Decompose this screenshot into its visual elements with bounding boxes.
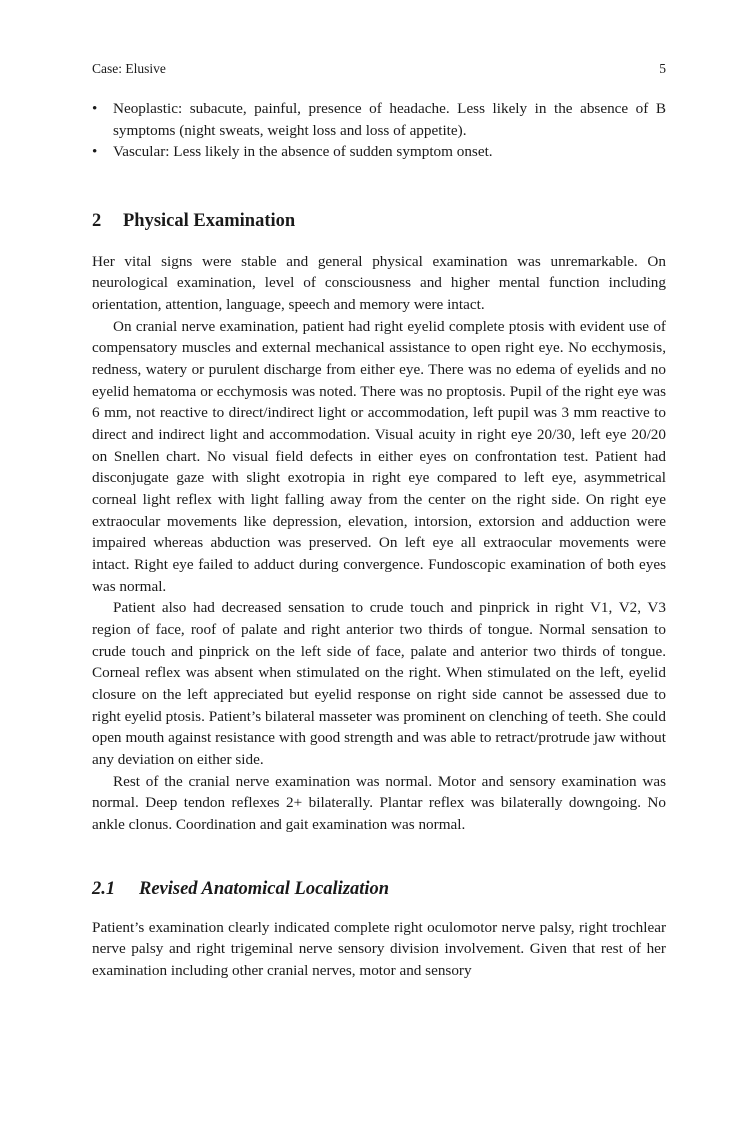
running-head-title: Case: Elusive	[92, 61, 166, 76]
paragraph: On cranial nerve examination, patient had right eyelid complete ptosis with evident use of compensatory muscles and external mechanical assistance to open right eye. No ecchymosis, redness, watery or purulent discharge from either eye. There was no edema of eyelids and no eyelid hematoma or ecchymosis was noted. There was no proptosis. Pupil of the right eye was 6 mm, not reactive to direct/indirect light or accommodation, left pupil was 3 mm reactive to direct and indirect light and accommodation. Visual acuity in right eye 20/30, left eye 20/20 on Snellen chart. No visual field defects in either eyes on confrontation test. Patient had disconjugate gaze with slight exotropia in right eye compared to left eye, asymmetrical corneal light reflex with light falling away from the center on the right side. On right eye extraocular movements like depression, elevation, intorsion, extorsion and adduction were impaired whereas abduction was preserved. On left eye all extraocular movements were intact. Right eye failed to adduct during convergence. Fundoscopic examination of both eyes was normal.	[92, 317, 666, 595]
paragraph: Her vital signs were stable and general physical examination was unremarkable. On neurological examination, level of consciousness and higher mental function including orientation, attention, language, speech and memory were intact.	[92, 252, 666, 314]
subsection-title: Revised Anatomical Localization	[139, 878, 390, 899]
bullet-list	[92, 98, 666, 163]
section-body-physical-examination	[92, 251, 666, 836]
list-item	[92, 141, 666, 163]
section-title: Physical Examination	[123, 210, 296, 231]
page	[92, 58, 666, 981]
section-heading-physical-examination	[92, 208, 666, 234]
subsection-number: 2.1	[92, 878, 116, 899]
subsection-heading-revised-anatomical-localization	[92, 876, 666, 902]
section-body-revised-localization	[92, 917, 666, 982]
bullet-text: Neoplastic: subacute, painful, presence of headache. Less likely in the absence of B symptoms (night sweats, weight loss and loss of appetite).	[113, 100, 666, 139]
paragraph: Patient also had decreased sensation to crude touch and pinprick in right V1, V2, V3 region of face, roof of palate and right anterior two thirds of tongue. Normal sensation to crude touch and pinprick on the left side of face, palate and anterior two thirds of tongue. Corneal reflex was absent when stimulated on the right. When stimulated on the left, eyelid closure on the left appreciated but eyelid response on right side cannot be assessed due to right eyelid ptosis. Patient’s bilateral masseter was prominent on clenching of teeth. She could open mouth against resistance with good strength and was able to retract/protrude jaw without any deviation on either side.	[92, 599, 666, 768]
list-item	[92, 98, 666, 141]
bullet-text: Vascular: Less likely in the absence of sudden symptom onset.	[113, 143, 493, 161]
bullet-icon: •	[92, 143, 98, 161]
paragraph: Rest of the cranial nerve examination was normal. Motor and sensory examination was normal. Deep tendon reflexes 2+ bilaterally. Plantar reflex was bilaterally downgoing. No ankle clonus. Coordination and gait examination was normal.	[92, 772, 666, 833]
bullet-icon: •	[92, 100, 98, 117]
paragraph: Patient’s examination clearly indicated complete right oculomotor nerve palsy, right trochlear nerve palsy and right trigeminal nerve sensory division involvement. Given that rest of her examination including other cranial nerves, motor and sensory	[92, 918, 666, 979]
section-number: 2	[92, 210, 102, 231]
page-number: 5	[659, 61, 666, 76]
running-head	[92, 58, 666, 80]
